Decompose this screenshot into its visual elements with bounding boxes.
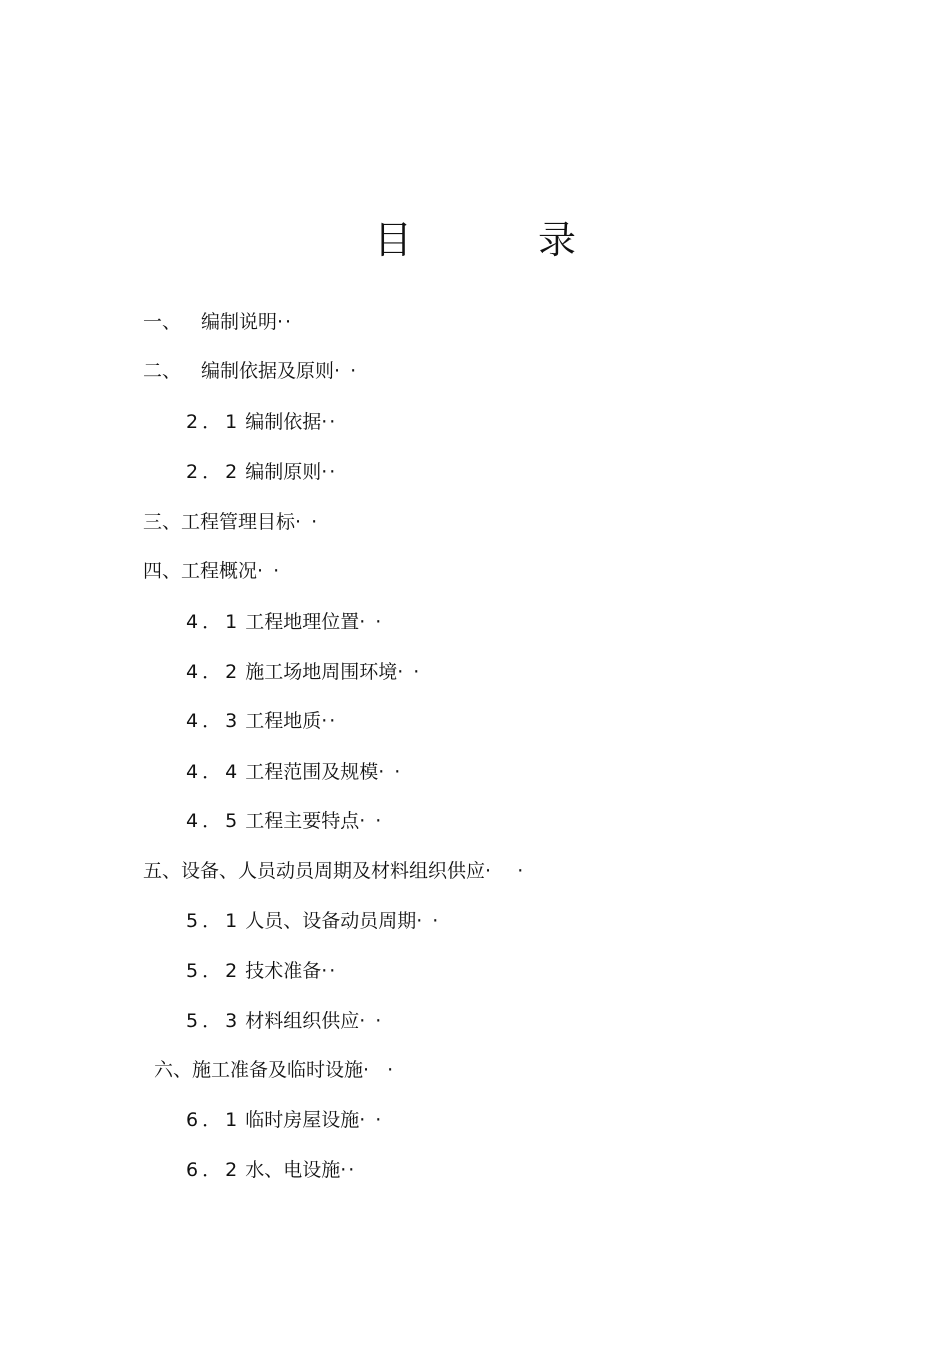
- toc-entry-text: 编制依据: [245, 411, 322, 433]
- toc-entry-leader: · ·: [359, 611, 384, 633]
- toc-entry-leader: ··: [321, 710, 338, 732]
- toc-entry-number: 一、: [143, 311, 182, 333]
- toc-entry-5-2[interactable]: [186, 958, 337, 984]
- toc-entry-leader: · ·: [416, 910, 441, 932]
- toc-entry-4-1[interactable]: [186, 609, 383, 635]
- toc-entry-6-2[interactable]: [186, 1157, 356, 1183]
- toc-entry-leader: · ·: [485, 860, 526, 882]
- toc-entry-number: 4．3: [186, 710, 242, 732]
- toc-entry-leader: ··: [321, 411, 338, 433]
- toc-entry-6-1[interactable]: [186, 1107, 383, 1133]
- toc-entry-5-1[interactable]: [186, 908, 440, 934]
- toc-entry-leader: · ·: [359, 1109, 384, 1131]
- toc-entry-number: 2．1: [186, 411, 242, 433]
- toc-entry-number: 2．2: [186, 461, 242, 483]
- toc-entry-text: 编制原则: [245, 461, 322, 483]
- toc-entry-text: 技术准备: [245, 960, 322, 982]
- toc-entry-number: 4．1: [186, 611, 242, 633]
- toc-entry-2-2[interactable]: [186, 459, 337, 485]
- toc-entry-number: 五、: [143, 860, 182, 882]
- toc-entry-leader: · ·: [397, 661, 422, 683]
- toc-entry-leader: · ·: [334, 360, 359, 382]
- toc-entry-2[interactable]: [143, 358, 358, 384]
- toc-entry-number: 5．2: [186, 960, 242, 982]
- toc-entry-3[interactable]: [143, 509, 319, 535]
- toc-entry-leader: · ·: [359, 1010, 384, 1032]
- toc-entry-text: 施工准备及临时设施: [192, 1059, 364, 1081]
- toc-entry-text: 人员、设备动员周期: [245, 910, 417, 932]
- toc-entry-6[interactable]: [154, 1057, 395, 1083]
- toc-entry-5-3[interactable]: [186, 1008, 383, 1034]
- toc-entry-4-3[interactable]: [186, 708, 337, 734]
- toc-entry-number: 6．2: [186, 1159, 242, 1181]
- toc-entry-leader: ··: [321, 461, 338, 483]
- toc-entry-number: 四、: [143, 560, 182, 582]
- toc-entry-4-4[interactable]: [186, 759, 402, 785]
- toc-entry-text: 工程范围及规模: [245, 761, 379, 783]
- toc-entry-text: 工程地理位置: [245, 611, 360, 633]
- toc-entry-number: 六、: [154, 1059, 193, 1081]
- toc-entry-number: 4．5: [186, 810, 242, 832]
- toc-entry-4[interactable]: [143, 558, 281, 584]
- toc-entry-leader: · ·: [257, 560, 282, 582]
- toc-entry-leader: ··: [277, 311, 294, 333]
- toc-entry-text: 设备、人员动员周期及材料组织供应: [181, 860, 486, 882]
- title-char-2: 录: [538, 218, 577, 262]
- toc-entry-4-2[interactable]: [186, 659, 421, 685]
- toc-entry-text: 临时房屋设施: [245, 1109, 360, 1131]
- toc-entry-number: 二、: [143, 360, 182, 382]
- toc-entry-4-5[interactable]: [186, 808, 383, 834]
- toc-entry-leader: · ·: [378, 761, 403, 783]
- toc-entry-leader: · ·: [359, 810, 384, 832]
- toc-entry-text: 编制说明: [201, 311, 278, 333]
- title-char-1: 目: [374, 218, 413, 262]
- toc-entry-5[interactable]: [143, 858, 525, 884]
- toc-entry-text: 材料组织供应: [245, 1010, 360, 1032]
- toc-entry-text: 编制依据及原则: [201, 360, 335, 382]
- toc-entry-1[interactable]: [143, 309, 293, 335]
- toc-entry-2-1[interactable]: [186, 409, 337, 435]
- toc-entry-text: 工程概况: [181, 560, 258, 582]
- toc-entry-number: 6．1: [186, 1109, 242, 1131]
- toc-entry-text: 工程主要特点: [245, 810, 360, 832]
- toc-entry-leader: · ·: [363, 1059, 396, 1081]
- toc-entry-text: 工程地质: [245, 710, 322, 732]
- toc-entry-text: 工程管理目标: [181, 511, 296, 533]
- toc-entry-number: 5．3: [186, 1010, 242, 1032]
- toc-entry-leader: ··: [321, 960, 338, 982]
- toc-entry-leader: ··: [340, 1159, 357, 1181]
- toc-entry-number: 5．1: [186, 910, 242, 932]
- toc-entry-leader: · ·: [295, 511, 320, 533]
- toc-entry-text: 水、电设施: [245, 1159, 341, 1181]
- toc-entry-number: 三、: [143, 511, 182, 533]
- toc-entry-number: 4．4: [186, 761, 242, 783]
- toc-entry-text: 施工场地周围环境: [245, 661, 398, 683]
- toc-entry-number: 4．2: [186, 661, 242, 683]
